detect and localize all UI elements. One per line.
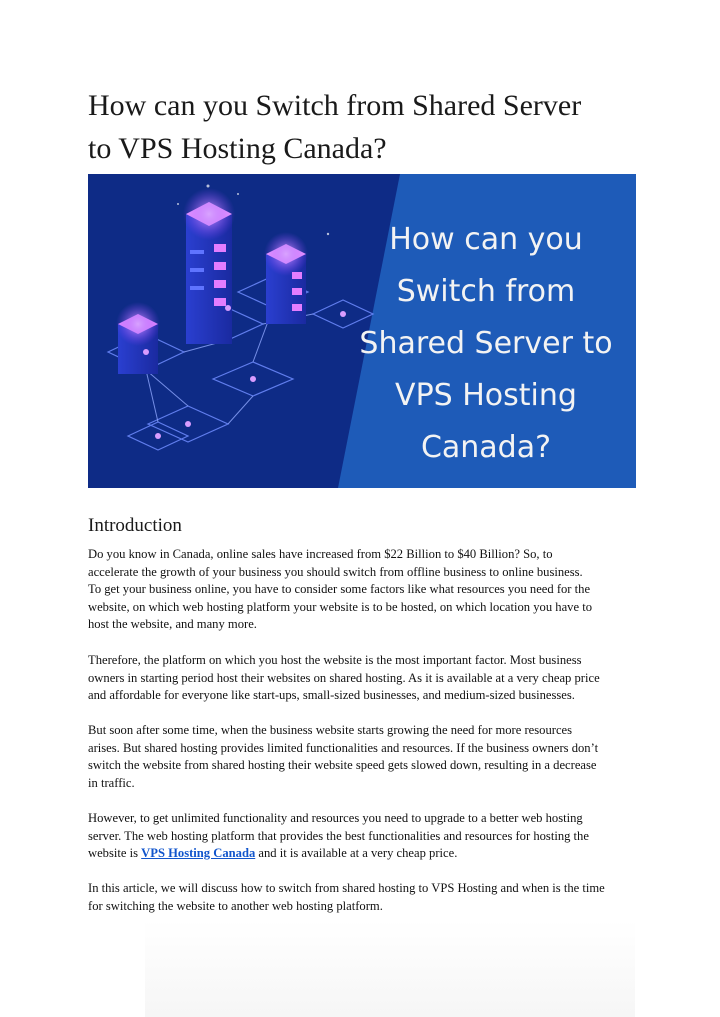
hero-text-line-3: Shared Server to — [359, 326, 613, 361]
hero-text-line-1: How can you — [389, 222, 583, 257]
vps-hosting-canada-link[interactable]: VPS Hosting Canada — [141, 846, 256, 861]
paragraph-line: in traffic. — [88, 775, 135, 790]
paragraph-line: To get your business online, you have to consider some factors like what resources you need for the — [88, 582, 591, 597]
page-title — [88, 84, 648, 170]
paragraph-line: Do you know in Canada, online sales have increased from $22 Billion to $40 Billion? So, to — [88, 547, 553, 561]
link-lead-text: website is — [88, 846, 142, 861]
paragraph-4 — [88, 810, 648, 863]
hero-text-line-5: Canada? — [420, 430, 552, 465]
hero-text — [336, 214, 636, 474]
paragraph-line: In this article, we will discuss how to switch from shared hosting to VPS Hosting and when is the time — [88, 881, 605, 895]
paragraph-line: website, on which web hosting platform your website is to be hosted, on which location you have to — [88, 599, 593, 614]
section-heading-introduction: Introduction — [88, 515, 182, 536]
paragraph-line: server. The web hosting platform that provides the best functionalities and resources for hosting the — [88, 828, 589, 843]
paragraph-line: However, to get unlimited functionality and resources you need to upgrade to a better web hosting — [88, 811, 583, 825]
paragraph-line-with-link — [88, 845, 648, 863]
paragraph-line: accelerate the growth of your business you should switch from offline business to online business. — [88, 564, 583, 579]
paragraph-line: owners in starting period host their websites on shared hosting. As it is available at a very cheap price — [88, 670, 600, 685]
paragraph-3 — [88, 722, 648, 792]
paragraph-2 — [88, 652, 648, 705]
paragraph-line: and affordable for everyone like start-ups, small-sized businesses, and medium-sized businesses. — [88, 688, 575, 703]
hero-text-line-2: Switch from — [396, 274, 576, 309]
paragraph-line: arises. But shared hosting provides limited functionalities and resources. If the business owners don’t — [88, 740, 599, 755]
paragraph-line: But soon after some time, when the business website starts growing the need for more resources — [88, 723, 573, 737]
paragraph-5 — [88, 880, 648, 915]
paragraph-line: switch the website from shared hosting their website speed gets slowed down, resulting in a decrease — [88, 758, 597, 773]
title-line-1: How can you Switch from Shared Server — [88, 89, 582, 122]
hero-image — [88, 174, 636, 488]
paragraph-1 — [88, 546, 648, 634]
page-bottom-shade — [145, 920, 635, 1017]
title-line-2: to VPS Hosting Canada? — [88, 132, 387, 165]
paragraph-line: for switching the website to another web hosting platform. — [88, 898, 383, 913]
link-trail-text: and it is available at a very cheap price. — [255, 846, 458, 861]
paragraph-line: Therefore, the platform on which you host the website is the most important factor. Most business — [88, 653, 582, 667]
paragraph-line: host the website, and many more. — [88, 617, 257, 632]
hero-text-line-4: VPS Hosting — [395, 378, 577, 413]
